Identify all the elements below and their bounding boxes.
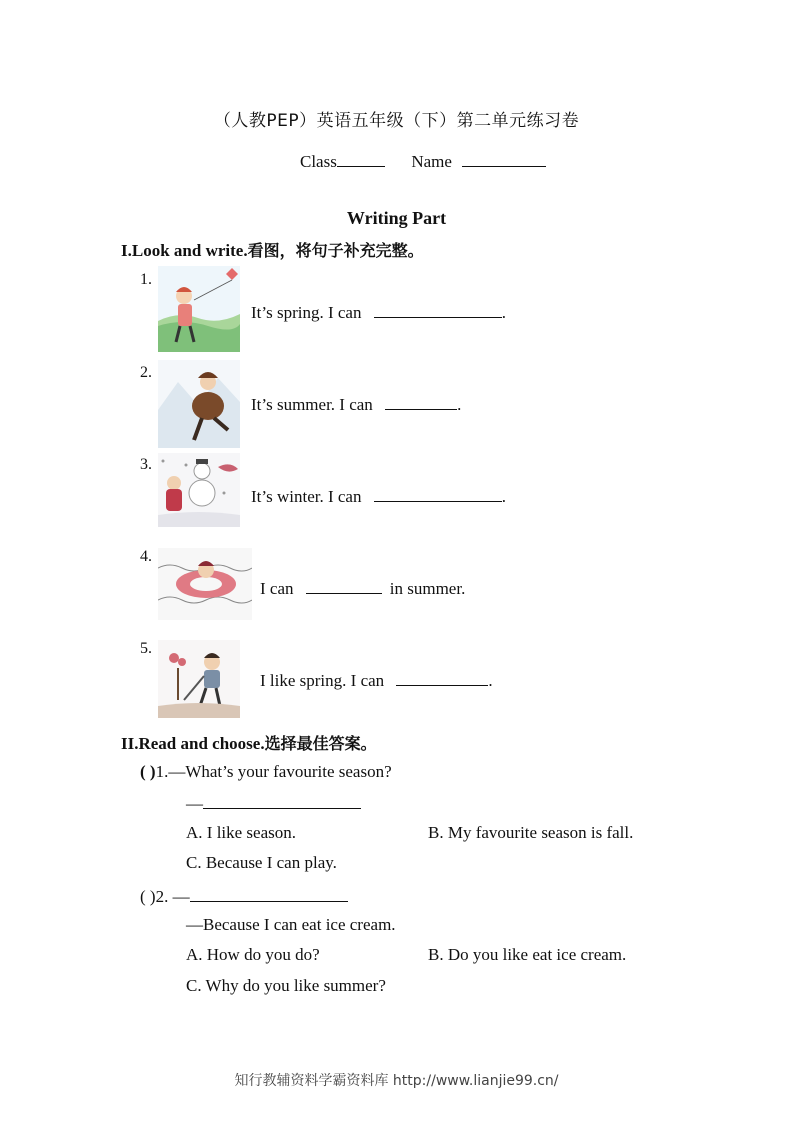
sentence-text: It’s spring. I can xyxy=(251,303,362,322)
item-sentence xyxy=(260,669,493,691)
snowman-picture xyxy=(158,453,240,527)
boy-running-picture xyxy=(158,360,240,448)
kite-girl-picture xyxy=(158,266,240,352)
item-sentence xyxy=(251,301,506,323)
class-blank[interactable] xyxy=(337,150,385,167)
sentence-end: . xyxy=(501,487,506,506)
planting-tree-picture xyxy=(158,640,240,718)
section-heading: Writing Part xyxy=(346,208,447,228)
option-b[interactable]: B. Do you like eat ice cream. xyxy=(428,945,627,964)
dash: — xyxy=(186,794,203,813)
worksheet-title: （人教PEP）英语五年级（下）第二单元练习卷 xyxy=(213,111,580,131)
item-number: 4. xyxy=(140,548,152,565)
question-prompt: 1.—What’s your favourite season? xyxy=(155,762,392,781)
sentence-text: I can xyxy=(260,579,294,598)
sentence-end: . xyxy=(488,671,493,690)
name-label: Name xyxy=(411,152,452,171)
swimming-picture xyxy=(158,548,252,620)
answer-blank[interactable] xyxy=(203,792,361,809)
part1-title-en: I.Look and write. xyxy=(121,241,248,260)
reply-line: —Because I can eat ice cream. xyxy=(186,915,396,934)
item-sentence xyxy=(260,577,465,599)
part2-title-en: II.Read and choose. xyxy=(121,734,265,753)
answer-blank[interactable] xyxy=(385,393,457,410)
answer-blank[interactable] xyxy=(396,669,488,686)
question-prompt: 2. — xyxy=(155,887,190,906)
question-2 xyxy=(140,885,348,907)
sentence-text: I like spring. I can xyxy=(260,671,385,690)
item-sentence xyxy=(251,393,461,415)
sentence-end: . xyxy=(501,303,506,322)
sentence-end: in summer. xyxy=(389,579,466,598)
part1-heading xyxy=(121,238,424,261)
sentence-text: It’s summer. I can xyxy=(251,395,373,414)
answer-paren[interactable]: ( ) xyxy=(140,887,156,906)
footer-watermark: 知行教辅资料学霸资料库 http://www.lianjie99.cn/ xyxy=(234,1073,559,1089)
answer-blank[interactable] xyxy=(374,301,502,318)
part2-heading xyxy=(121,731,377,754)
item-number: 1. xyxy=(140,271,152,288)
sentence-text: It’s winter. I can xyxy=(251,487,362,506)
class-name-line xyxy=(300,150,546,172)
option-c[interactable]: C. Because I can play. xyxy=(186,853,337,872)
option-b[interactable]: B. My favourite season is fall. xyxy=(428,823,634,842)
name-blank[interactable] xyxy=(462,150,546,167)
answer-paren[interactable]: ( ) xyxy=(140,762,156,781)
item-sentence xyxy=(251,485,506,507)
answer-line xyxy=(186,792,361,814)
option-c[interactable]: C. Why do you like summer? xyxy=(186,976,386,995)
option-a[interactable]: A. How do you do? xyxy=(186,945,320,964)
item-number: 2. xyxy=(140,364,152,381)
sentence-end: . xyxy=(457,395,462,414)
answer-blank[interactable] xyxy=(190,885,348,902)
option-a[interactable]: A. I like season. xyxy=(186,823,297,842)
answer-blank[interactable] xyxy=(306,577,382,594)
part1-title-cn: 看图，将句子补充完整。 xyxy=(247,241,424,260)
item-number: 3. xyxy=(140,456,152,473)
answer-blank[interactable] xyxy=(374,485,502,502)
class-label: Class xyxy=(300,152,337,171)
item-number: 5. xyxy=(140,640,152,657)
part2-title-cn: 选择最佳答案。 xyxy=(264,734,377,753)
question-1 xyxy=(140,762,392,782)
